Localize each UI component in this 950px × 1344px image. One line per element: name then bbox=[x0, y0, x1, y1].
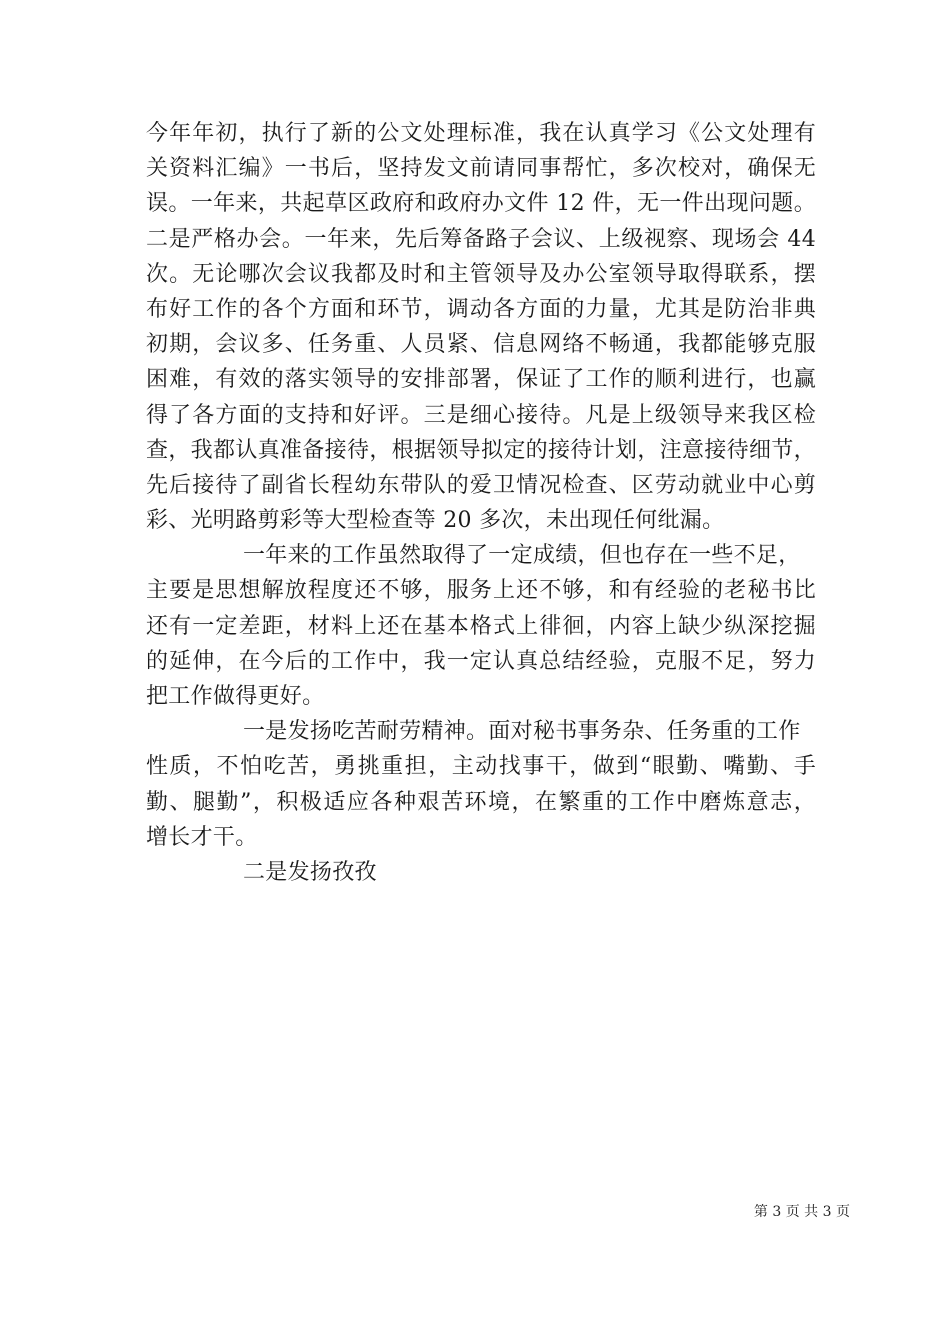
text-line: 彩、光明路剪彩等大型检查等 20 多次，未出现任何纰漏。 bbox=[146, 508, 725, 534]
page-number-footer: 第 3 页 共 3 页 bbox=[753, 1204, 850, 1220]
text-line: 今年年初，执行了新的公文处理标准，我在认真学习《公文处理有 bbox=[146, 121, 816, 146]
text-line: 主要是思想解放程度还不够，服务上还不够，和有经验的老秘书比 bbox=[146, 578, 816, 604]
paragraph bbox=[146, 714, 816, 855]
text-line: 一年来的工作虽然取得了一定成绩，但也存在一些不足， bbox=[243, 543, 801, 569]
text-line: 误。一年来，共起草区政府和政府办文件 12 件，无一件出现问题。 bbox=[146, 191, 816, 217]
paragraph bbox=[146, 116, 816, 538]
text-line: 二是发扬孜孜 bbox=[243, 859, 377, 885]
text-line: 次。无论哪次会议我都及时和主管领导及办公室领导取得联系，摆 bbox=[146, 261, 816, 287]
paragraph bbox=[146, 538, 816, 714]
text-line: 把工作做得更好。 bbox=[146, 684, 325, 709]
text-line: 布好工作的各个方面和环节，调动各方面的力量，尤其是防治非典 bbox=[146, 296, 816, 322]
text-line: 性质，不怕吃苦，勇挑重担，主动找事干，做到“眼勤、嘴勤、手 bbox=[146, 754, 816, 780]
text-line: 关资料汇编》一书后，坚持发文前请同事帮忙，多次校对，确保无 bbox=[146, 156, 816, 182]
text-line: 二是严格办会。一年来，先后筹备路子会议、上级视察、现场会 44 bbox=[146, 226, 816, 252]
text-line: 增长才干。 bbox=[146, 824, 258, 850]
text-line: 查，我都认真准备接待，根据领导拟定的接待计划，注意接待细节， bbox=[146, 437, 816, 463]
text-line: 得了各方面的支持和好评。三是细心接待。凡是上级领导来我区检 bbox=[146, 402, 816, 428]
text-line: 先后接待了副省长程幼东带队的爱卫情况检查、区劳动就业中心剪 bbox=[146, 472, 816, 498]
text-line: 的延伸，在今后的工作中，我一定认真总结经验，克服不足，努力 bbox=[146, 648, 816, 674]
text-line: 还有一定差距，材料上还在基本格式上徘徊，内容上缺少纵深挖掘 bbox=[146, 613, 816, 639]
paragraph bbox=[146, 855, 816, 890]
document-body bbox=[146, 116, 816, 890]
text-line: 勤、腿勤”，积极适应各种艰苦环境，在繁重的工作中磨炼意志， bbox=[146, 789, 816, 815]
text-line: 困难，有效的落实领导的安排部署，保证了工作的顺利进行，也赢 bbox=[146, 367, 816, 393]
text-line: 初期，会议多、任务重、人员紧、信息网络不畅通，我都能够克服 bbox=[146, 332, 816, 358]
text-line: 一是发扬吃苦耐劳精神。面对秘书事务杂、任务重的工作 bbox=[243, 719, 801, 745]
